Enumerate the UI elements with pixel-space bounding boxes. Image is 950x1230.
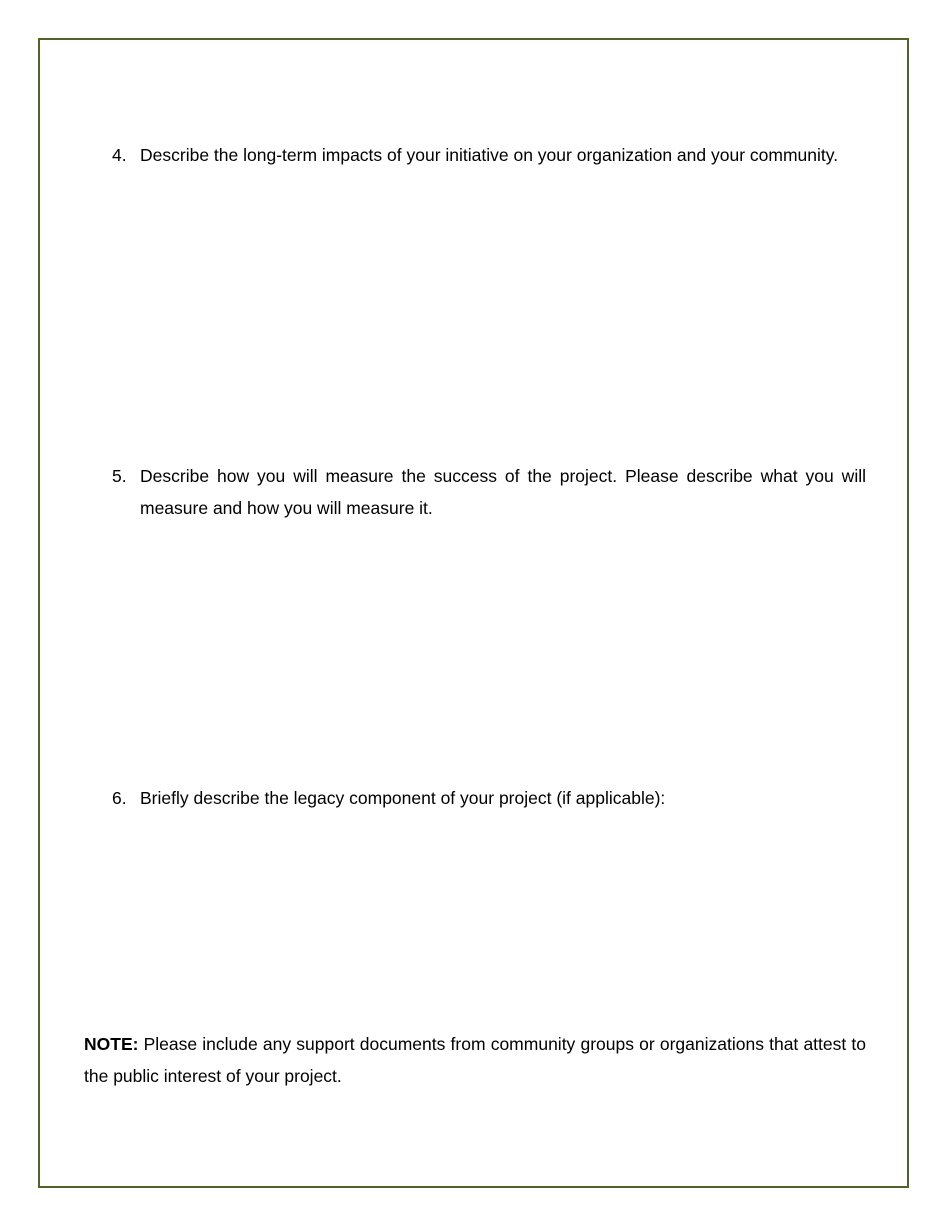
question-text: Describe how you will measure the success of the project. Please describe what you will measure and how you will measure it. — [140, 466, 866, 518]
note-text: Please include any support documents from community groups or organizations that attest to the public interest of your project. — [84, 1034, 866, 1086]
question-text: Briefly describe the legacy component of your project (if applicable): — [140, 788, 666, 808]
question-text: Describe the long-term impacts of your initiative on your organization and your community. — [140, 145, 839, 165]
question-4 — [112, 139, 866, 171]
note-paragraph — [84, 1028, 866, 1092]
note-label: NOTE: — [84, 1034, 139, 1054]
question-5 — [112, 460, 866, 524]
question-number: 4. — [112, 145, 127, 165]
question-number: 5. — [112, 466, 127, 486]
question-number: 6. — [112, 788, 127, 808]
question-6 — [112, 782, 866, 814]
page-border — [38, 38, 909, 1188]
